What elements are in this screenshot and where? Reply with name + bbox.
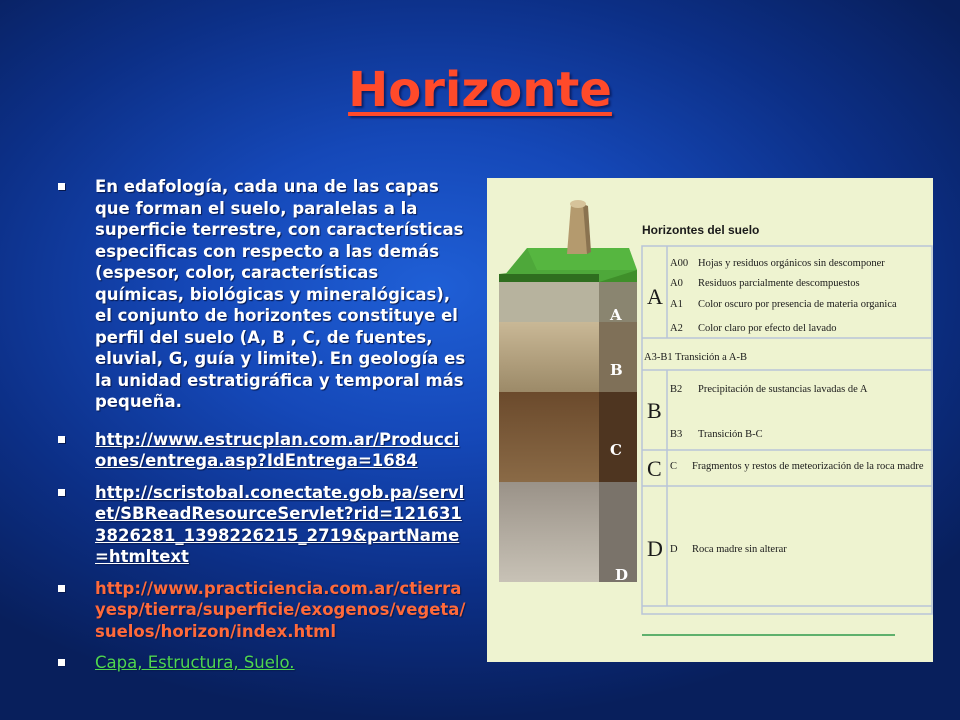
table-cell: Transición B-C xyxy=(698,429,763,440)
table-cell: C xyxy=(670,461,678,472)
table-cell: D xyxy=(670,544,678,555)
definition-paragraph xyxy=(58,176,470,413)
table-c-label: C xyxy=(647,456,662,481)
definition-text: En edafología, cada una de las capas que forman el suelo, paralelas a la superficie terrestre, con características especificas con respecto a las demás (espesor, color, características químicas, biológicas y mineralógicas), el conjunto de horizontes constituye el perfil del suelo (A, B , C, de fuentes, eluvial, G, guía y limite). En geología es la unidad estratigráfica y temporal más pequeña. xyxy=(95,177,466,411)
bullet-square-icon xyxy=(58,183,65,190)
table-cell: B2 xyxy=(670,384,683,395)
profile-label-b: B xyxy=(610,361,623,379)
table-cell: Residuos parcialmente descompuestos xyxy=(698,278,860,289)
profile-label-c: C xyxy=(610,441,622,459)
table-b-label: B xyxy=(647,398,662,423)
table-cell: Fragmentos y restos de meteorización de la roca madre xyxy=(692,461,924,472)
slide-title: Horizonte xyxy=(348,62,612,118)
table-transition: A3-B1 Transición a A-B xyxy=(644,352,747,363)
profile-label-a: A xyxy=(610,306,622,324)
link-capa-estructura-suelo[interactable]: Capa, Estructura, Suelo. xyxy=(95,653,295,672)
figure-heading: Horizontes del suelo xyxy=(642,223,760,237)
table-cell: B3 xyxy=(670,429,683,440)
list-item xyxy=(58,578,470,643)
bullet-square-icon xyxy=(58,489,65,496)
link-practiciencia[interactable]: http://www.practiciencia.com.ar/ctierrayesp/tierra/superficie/exogenos/vegeta/suelos/horizon/index.html xyxy=(95,578,466,641)
list-item xyxy=(58,429,470,472)
table-cell: A00 xyxy=(670,258,689,269)
table-cell: Color oscuro por presencia de materia organica xyxy=(698,299,897,310)
link-estrucplan[interactable]: http://www.estrucplan.com.ar/Producciones/entrega.asp?IdEntrega=1684 xyxy=(95,429,460,470)
table-cell: A0 xyxy=(670,278,683,289)
bullet-square-icon xyxy=(58,585,65,592)
bullet-list xyxy=(58,176,470,674)
list-item xyxy=(58,652,470,674)
bullet-square-icon xyxy=(58,436,65,443)
list-item xyxy=(58,482,470,568)
table-d-label: D xyxy=(647,536,663,561)
table-a-label: A xyxy=(647,284,663,309)
table-cell: Precipitación de sustancias lavadas de A xyxy=(698,384,868,395)
table-cell: Roca madre sin alterar xyxy=(692,544,787,555)
table-cell: A1 xyxy=(670,299,683,310)
soil-profile-block xyxy=(499,200,637,582)
table-cell: Hojas y residuos orgánicos sin descomponer xyxy=(698,258,885,269)
link-scristobal[interactable]: http://scristobal.conectate.gob.pa/servlet/SBReadResourceServlet?rid=1216313826281_1398226215_2719&partName=htmltext xyxy=(95,482,465,566)
soil-horizons-figure xyxy=(487,178,933,662)
bullet-square-icon xyxy=(58,659,65,666)
table-cell: Color claro por efecto del lavado xyxy=(698,323,837,334)
table-cell: A2 xyxy=(670,323,683,334)
profile-label-d: D xyxy=(615,566,629,584)
